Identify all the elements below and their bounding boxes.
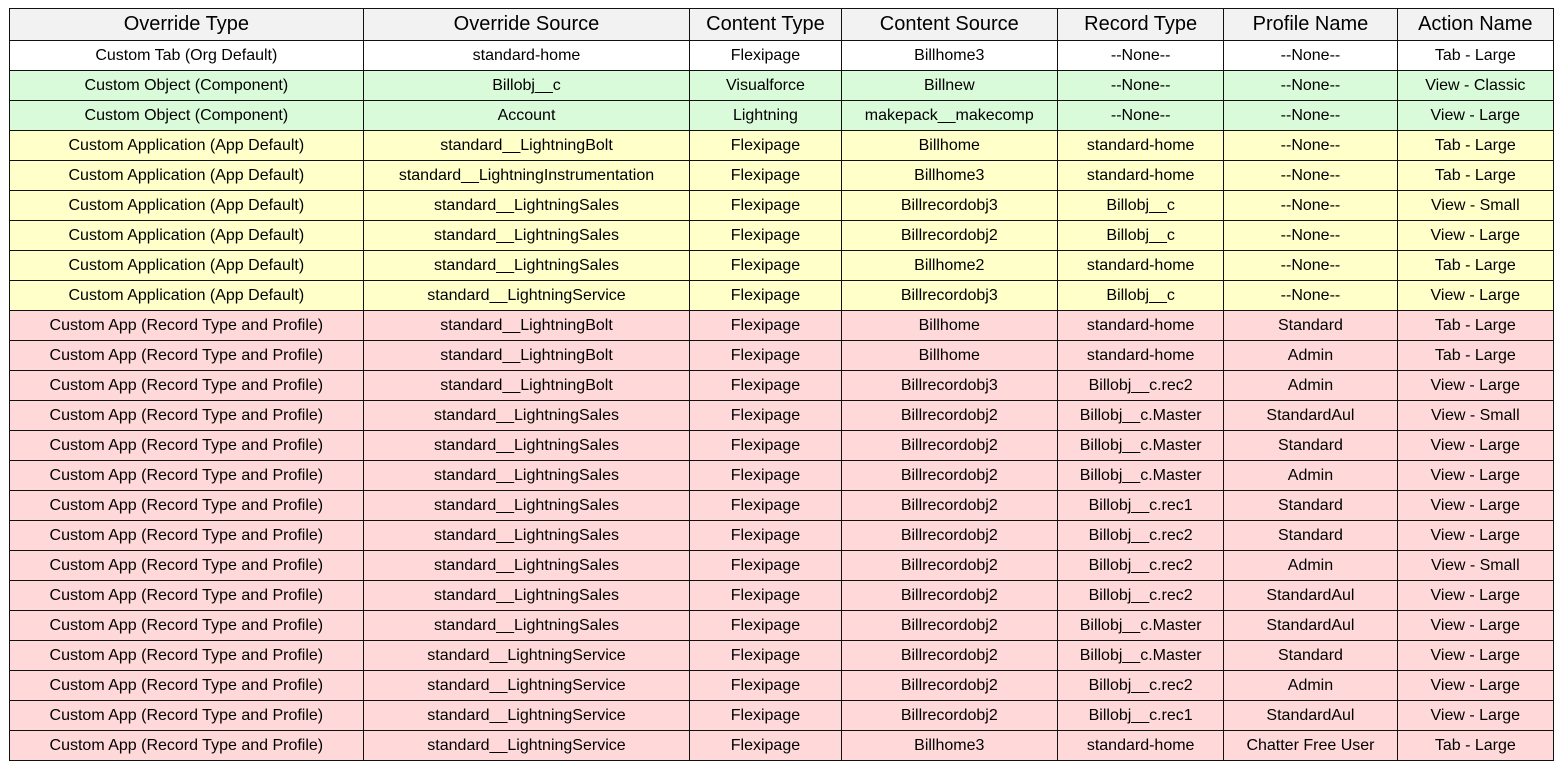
cell-profile-name: --None-- bbox=[1224, 41, 1397, 71]
cell-override-source: standard__LightningBolt bbox=[363, 341, 690, 371]
header-content-type: Content Type bbox=[690, 9, 841, 41]
cell-profile-name: Standard bbox=[1224, 491, 1397, 521]
cell-content-source: Billnew bbox=[841, 71, 1057, 101]
table-row bbox=[10, 491, 1554, 521]
cell-content-type: Flexipage bbox=[690, 341, 841, 371]
cell-override-source: standard__LightningSales bbox=[363, 431, 690, 461]
cell-record-type: Billobj__c bbox=[1057, 191, 1223, 221]
cell-content-source: Billrecordobj3 bbox=[841, 191, 1057, 221]
cell-override-type: Custom Application (App Default) bbox=[10, 251, 364, 281]
cell-record-type: standard-home bbox=[1057, 731, 1223, 761]
table-row bbox=[10, 461, 1554, 491]
cell-content-type: Flexipage bbox=[690, 281, 841, 311]
cell-record-type: standard-home bbox=[1057, 341, 1223, 371]
cell-content-source: Billrecordobj2 bbox=[841, 611, 1057, 641]
table-body bbox=[10, 41, 1554, 761]
cell-content-source: Billrecordobj2 bbox=[841, 521, 1057, 551]
table-row bbox=[10, 671, 1554, 701]
table-row bbox=[10, 311, 1554, 341]
cell-content-type: Flexipage bbox=[690, 191, 841, 221]
cell-profile-name: --None-- bbox=[1224, 71, 1397, 101]
cell-action-name: View - Large bbox=[1397, 431, 1553, 461]
cell-override-type: Custom App (Record Type and Profile) bbox=[10, 431, 364, 461]
cell-content-source: Billrecordobj3 bbox=[841, 281, 1057, 311]
cell-content-source: makepack__makecomp bbox=[841, 101, 1057, 131]
cell-record-type: --None-- bbox=[1057, 71, 1223, 101]
cell-override-source: standard__LightningService bbox=[363, 671, 690, 701]
table-row bbox=[10, 371, 1554, 401]
cell-record-type: Billobj__c.rec2 bbox=[1057, 551, 1223, 581]
cell-override-source: standard__LightningService bbox=[363, 281, 690, 311]
table-row bbox=[10, 431, 1554, 461]
cell-content-type: Flexipage bbox=[690, 311, 841, 341]
table-row bbox=[10, 71, 1554, 101]
cell-record-type: --None-- bbox=[1057, 101, 1223, 131]
cell-record-type: standard-home bbox=[1057, 161, 1223, 191]
cell-override-type: Custom App (Record Type and Profile) bbox=[10, 371, 364, 401]
cell-content-type: Flexipage bbox=[690, 401, 841, 431]
cell-record-type: Billobj__c.Master bbox=[1057, 401, 1223, 431]
cell-override-source: standard__LightningSales bbox=[363, 461, 690, 491]
cell-record-type: Billobj__c.Master bbox=[1057, 641, 1223, 671]
cell-override-source: standard__LightningSales bbox=[363, 521, 690, 551]
cell-content-type: Flexipage bbox=[690, 611, 841, 641]
cell-content-type: Flexipage bbox=[690, 491, 841, 521]
cell-content-source: Billrecordobj2 bbox=[841, 401, 1057, 431]
cell-profile-name: Standard bbox=[1224, 311, 1397, 341]
cell-override-type: Custom App (Record Type and Profile) bbox=[10, 641, 364, 671]
cell-override-source: Billobj__c bbox=[363, 71, 690, 101]
cell-content-type: Flexipage bbox=[690, 551, 841, 581]
cell-profile-name: Standard bbox=[1224, 431, 1397, 461]
cell-override-source: standard__LightningService bbox=[363, 731, 690, 761]
cell-content-source: Billrecordobj2 bbox=[841, 671, 1057, 701]
cell-override-type: Custom Application (App Default) bbox=[10, 191, 364, 221]
cell-override-source: standard__LightningBolt bbox=[363, 371, 690, 401]
table-row bbox=[10, 251, 1554, 281]
cell-content-source: Billhome3 bbox=[841, 41, 1057, 71]
cell-override-type: Custom Application (App Default) bbox=[10, 221, 364, 251]
cell-profile-name: --None-- bbox=[1224, 251, 1397, 281]
cell-profile-name: Standard bbox=[1224, 641, 1397, 671]
cell-override-source: standard__LightningSales bbox=[363, 551, 690, 581]
cell-override-source: standard__LightningBolt bbox=[363, 131, 690, 161]
cell-profile-name: Admin bbox=[1224, 371, 1397, 401]
cell-override-type: Custom Object (Component) bbox=[10, 71, 364, 101]
cell-record-type: standard-home bbox=[1057, 251, 1223, 281]
cell-content-source: Billhome bbox=[841, 311, 1057, 341]
cell-profile-name: --None-- bbox=[1224, 101, 1397, 131]
table-row bbox=[10, 341, 1554, 371]
cell-override-type: Custom App (Record Type and Profile) bbox=[10, 671, 364, 701]
cell-record-type: standard-home bbox=[1057, 311, 1223, 341]
cell-record-type: Billobj__c.rec2 bbox=[1057, 671, 1223, 701]
cell-override-type: Custom App (Record Type and Profile) bbox=[10, 611, 364, 641]
cell-action-name: View - Large bbox=[1397, 641, 1553, 671]
cell-override-type: Custom Application (App Default) bbox=[10, 281, 364, 311]
table-row bbox=[10, 191, 1554, 221]
cell-action-name: View - Large bbox=[1397, 491, 1553, 521]
cell-content-type: Flexipage bbox=[690, 161, 841, 191]
cell-action-name: View - Large bbox=[1397, 581, 1553, 611]
cell-content-source: Billhome bbox=[841, 131, 1057, 161]
cell-profile-name: Admin bbox=[1224, 671, 1397, 701]
cell-content-type: Flexipage bbox=[690, 671, 841, 701]
cell-profile-name: Standard bbox=[1224, 521, 1397, 551]
cell-override-type: Custom App (Record Type and Profile) bbox=[10, 311, 364, 341]
cell-override-source: standard-home bbox=[363, 41, 690, 71]
cell-action-name: View - Large bbox=[1397, 701, 1553, 731]
cell-action-name: Tab - Large bbox=[1397, 161, 1553, 191]
cell-content-type: Flexipage bbox=[690, 461, 841, 491]
cell-action-name: Tab - Large bbox=[1397, 251, 1553, 281]
cell-content-source: Billhome3 bbox=[841, 161, 1057, 191]
header-profile-name: Profile Name bbox=[1224, 9, 1397, 41]
cell-content-type: Flexipage bbox=[690, 731, 841, 761]
cell-profile-name: --None-- bbox=[1224, 161, 1397, 191]
cell-content-type: Flexipage bbox=[690, 371, 841, 401]
header-override-source: Override Source bbox=[363, 9, 690, 41]
cell-profile-name: --None-- bbox=[1224, 221, 1397, 251]
cell-profile-name: StandardAul bbox=[1224, 701, 1397, 731]
cell-content-source: Billrecordobj2 bbox=[841, 221, 1057, 251]
cell-record-type: Billobj__c.rec1 bbox=[1057, 701, 1223, 731]
table-row bbox=[10, 221, 1554, 251]
cell-record-type: Billobj__c bbox=[1057, 281, 1223, 311]
cell-profile-name: StandardAul bbox=[1224, 401, 1397, 431]
cell-content-source: Billrecordobj2 bbox=[841, 641, 1057, 671]
cell-content-source: Billrecordobj2 bbox=[841, 431, 1057, 461]
cell-action-name: Tab - Large bbox=[1397, 341, 1553, 371]
cell-override-source: Account bbox=[363, 101, 690, 131]
cell-action-name: Tab - Large bbox=[1397, 311, 1553, 341]
table-row bbox=[10, 701, 1554, 731]
cell-action-name: View - Large bbox=[1397, 461, 1553, 491]
cell-override-source: standard__LightningSales bbox=[363, 401, 690, 431]
cell-record-type: Billobj__c.rec2 bbox=[1057, 581, 1223, 611]
table-row bbox=[10, 101, 1554, 131]
cell-override-type: Custom Application (App Default) bbox=[10, 161, 364, 191]
cell-content-type: Flexipage bbox=[690, 641, 841, 671]
cell-content-source: Billhome3 bbox=[841, 731, 1057, 761]
cell-action-name: Tab - Large bbox=[1397, 731, 1553, 761]
cell-profile-name: Admin bbox=[1224, 341, 1397, 371]
cell-override-type: Custom App (Record Type and Profile) bbox=[10, 551, 364, 581]
cell-record-type: Billobj__c.rec2 bbox=[1057, 521, 1223, 551]
cell-record-type: Billobj__c.Master bbox=[1057, 611, 1223, 641]
table-row bbox=[10, 581, 1554, 611]
table-row bbox=[10, 281, 1554, 311]
cell-content-source: Billrecordobj2 bbox=[841, 461, 1057, 491]
cell-content-source: Billrecordobj3 bbox=[841, 371, 1057, 401]
cell-content-type: Flexipage bbox=[690, 521, 841, 551]
header-row bbox=[10, 9, 1554, 41]
cell-record-type: --None-- bbox=[1057, 41, 1223, 71]
cell-override-type: Custom App (Record Type and Profile) bbox=[10, 581, 364, 611]
cell-profile-name: Admin bbox=[1224, 551, 1397, 581]
cell-record-type: Billobj__c.Master bbox=[1057, 461, 1223, 491]
cell-content-type: Flexipage bbox=[690, 251, 841, 281]
cell-override-type: Custom App (Record Type and Profile) bbox=[10, 491, 364, 521]
cell-action-name: Tab - Large bbox=[1397, 41, 1553, 71]
cell-content-type: Flexipage bbox=[690, 41, 841, 71]
cell-content-type: Flexipage bbox=[690, 701, 841, 731]
cell-override-source: standard__LightningService bbox=[363, 701, 690, 731]
cell-content-source: Billhome2 bbox=[841, 251, 1057, 281]
cell-override-type: Custom App (Record Type and Profile) bbox=[10, 401, 364, 431]
cell-content-source: Billrecordobj2 bbox=[841, 491, 1057, 521]
table-row bbox=[10, 131, 1554, 161]
cell-override-source: standard__LightningService bbox=[363, 641, 690, 671]
cell-content-source: Billrecordobj2 bbox=[841, 551, 1057, 581]
cell-override-source: standard__LightningBolt bbox=[363, 311, 690, 341]
cell-profile-name: --None-- bbox=[1224, 281, 1397, 311]
cell-content-source: Billrecordobj2 bbox=[841, 701, 1057, 731]
cell-override-source: standard__LightningSales bbox=[363, 611, 690, 641]
cell-profile-name: --None-- bbox=[1224, 191, 1397, 221]
cell-action-name: View - Large bbox=[1397, 371, 1553, 401]
cell-profile-name: Admin bbox=[1224, 461, 1397, 491]
cell-override-type: Custom App (Record Type and Profile) bbox=[10, 731, 364, 761]
cell-profile-name: StandardAul bbox=[1224, 611, 1397, 641]
cell-content-type: Flexipage bbox=[690, 431, 841, 461]
cell-override-type: Custom Application (App Default) bbox=[10, 131, 364, 161]
cell-record-type: Billobj__c bbox=[1057, 221, 1223, 251]
table-header bbox=[10, 9, 1554, 41]
cell-override-type: Custom Tab (Org Default) bbox=[10, 41, 364, 71]
cell-action-name: View - Large bbox=[1397, 521, 1553, 551]
cell-action-name: Tab - Large bbox=[1397, 131, 1553, 161]
header-content-source: Content Source bbox=[841, 9, 1057, 41]
table-row bbox=[10, 551, 1554, 581]
cell-action-name: View - Small bbox=[1397, 551, 1553, 581]
cell-record-type: Billobj__c.rec2 bbox=[1057, 371, 1223, 401]
cell-override-type: Custom Object (Component) bbox=[10, 101, 364, 131]
cell-content-type: Lightning bbox=[690, 101, 841, 131]
cell-action-name: View - Large bbox=[1397, 281, 1553, 311]
cell-override-source: standard__LightningSales bbox=[363, 191, 690, 221]
cell-action-name: View - Large bbox=[1397, 611, 1553, 641]
cell-override-source: standard__LightningSales bbox=[363, 581, 690, 611]
cell-content-type: Flexipage bbox=[690, 581, 841, 611]
cell-action-name: View - Classic bbox=[1397, 71, 1553, 101]
cell-profile-name: Chatter Free User bbox=[1224, 731, 1397, 761]
cell-content-type: Flexipage bbox=[690, 221, 841, 251]
cell-override-type: Custom App (Record Type and Profile) bbox=[10, 521, 364, 551]
cell-action-name: View - Large bbox=[1397, 221, 1553, 251]
cell-record-type: standard-home bbox=[1057, 131, 1223, 161]
cell-content-source: Billrecordobj2 bbox=[841, 581, 1057, 611]
cell-profile-name: StandardAul bbox=[1224, 581, 1397, 611]
cell-override-source: standard__LightningSales bbox=[363, 491, 690, 521]
cell-override-source: standard__LightningSales bbox=[363, 221, 690, 251]
table-row bbox=[10, 611, 1554, 641]
table-row bbox=[10, 731, 1554, 761]
cell-override-type: Custom App (Record Type and Profile) bbox=[10, 461, 364, 491]
cell-content-source: Billhome bbox=[841, 341, 1057, 371]
cell-override-source: standard__LightningInstrumentation bbox=[363, 161, 690, 191]
override-table bbox=[9, 8, 1554, 761]
table-row bbox=[10, 401, 1554, 431]
header-record-type: Record Type bbox=[1057, 9, 1223, 41]
cell-override-source: standard__LightningSales bbox=[363, 251, 690, 281]
cell-action-name: View - Small bbox=[1397, 401, 1553, 431]
cell-record-type: Billobj__c.Master bbox=[1057, 431, 1223, 461]
cell-content-type: Flexipage bbox=[690, 131, 841, 161]
cell-action-name: View - Small bbox=[1397, 191, 1553, 221]
cell-action-name: View - Large bbox=[1397, 671, 1553, 701]
cell-action-name: View - Large bbox=[1397, 101, 1553, 131]
cell-content-type: Visualforce bbox=[690, 71, 841, 101]
header-override-type: Override Type bbox=[10, 9, 364, 41]
cell-override-type: Custom App (Record Type and Profile) bbox=[10, 341, 364, 371]
table-row bbox=[10, 521, 1554, 551]
cell-record-type: Billobj__c.rec1 bbox=[1057, 491, 1223, 521]
table-row bbox=[10, 41, 1554, 71]
header-action-name: Action Name bbox=[1397, 9, 1553, 41]
cell-override-type: Custom App (Record Type and Profile) bbox=[10, 701, 364, 731]
table-row bbox=[10, 641, 1554, 671]
cell-profile-name: --None-- bbox=[1224, 131, 1397, 161]
table-row bbox=[10, 161, 1554, 191]
